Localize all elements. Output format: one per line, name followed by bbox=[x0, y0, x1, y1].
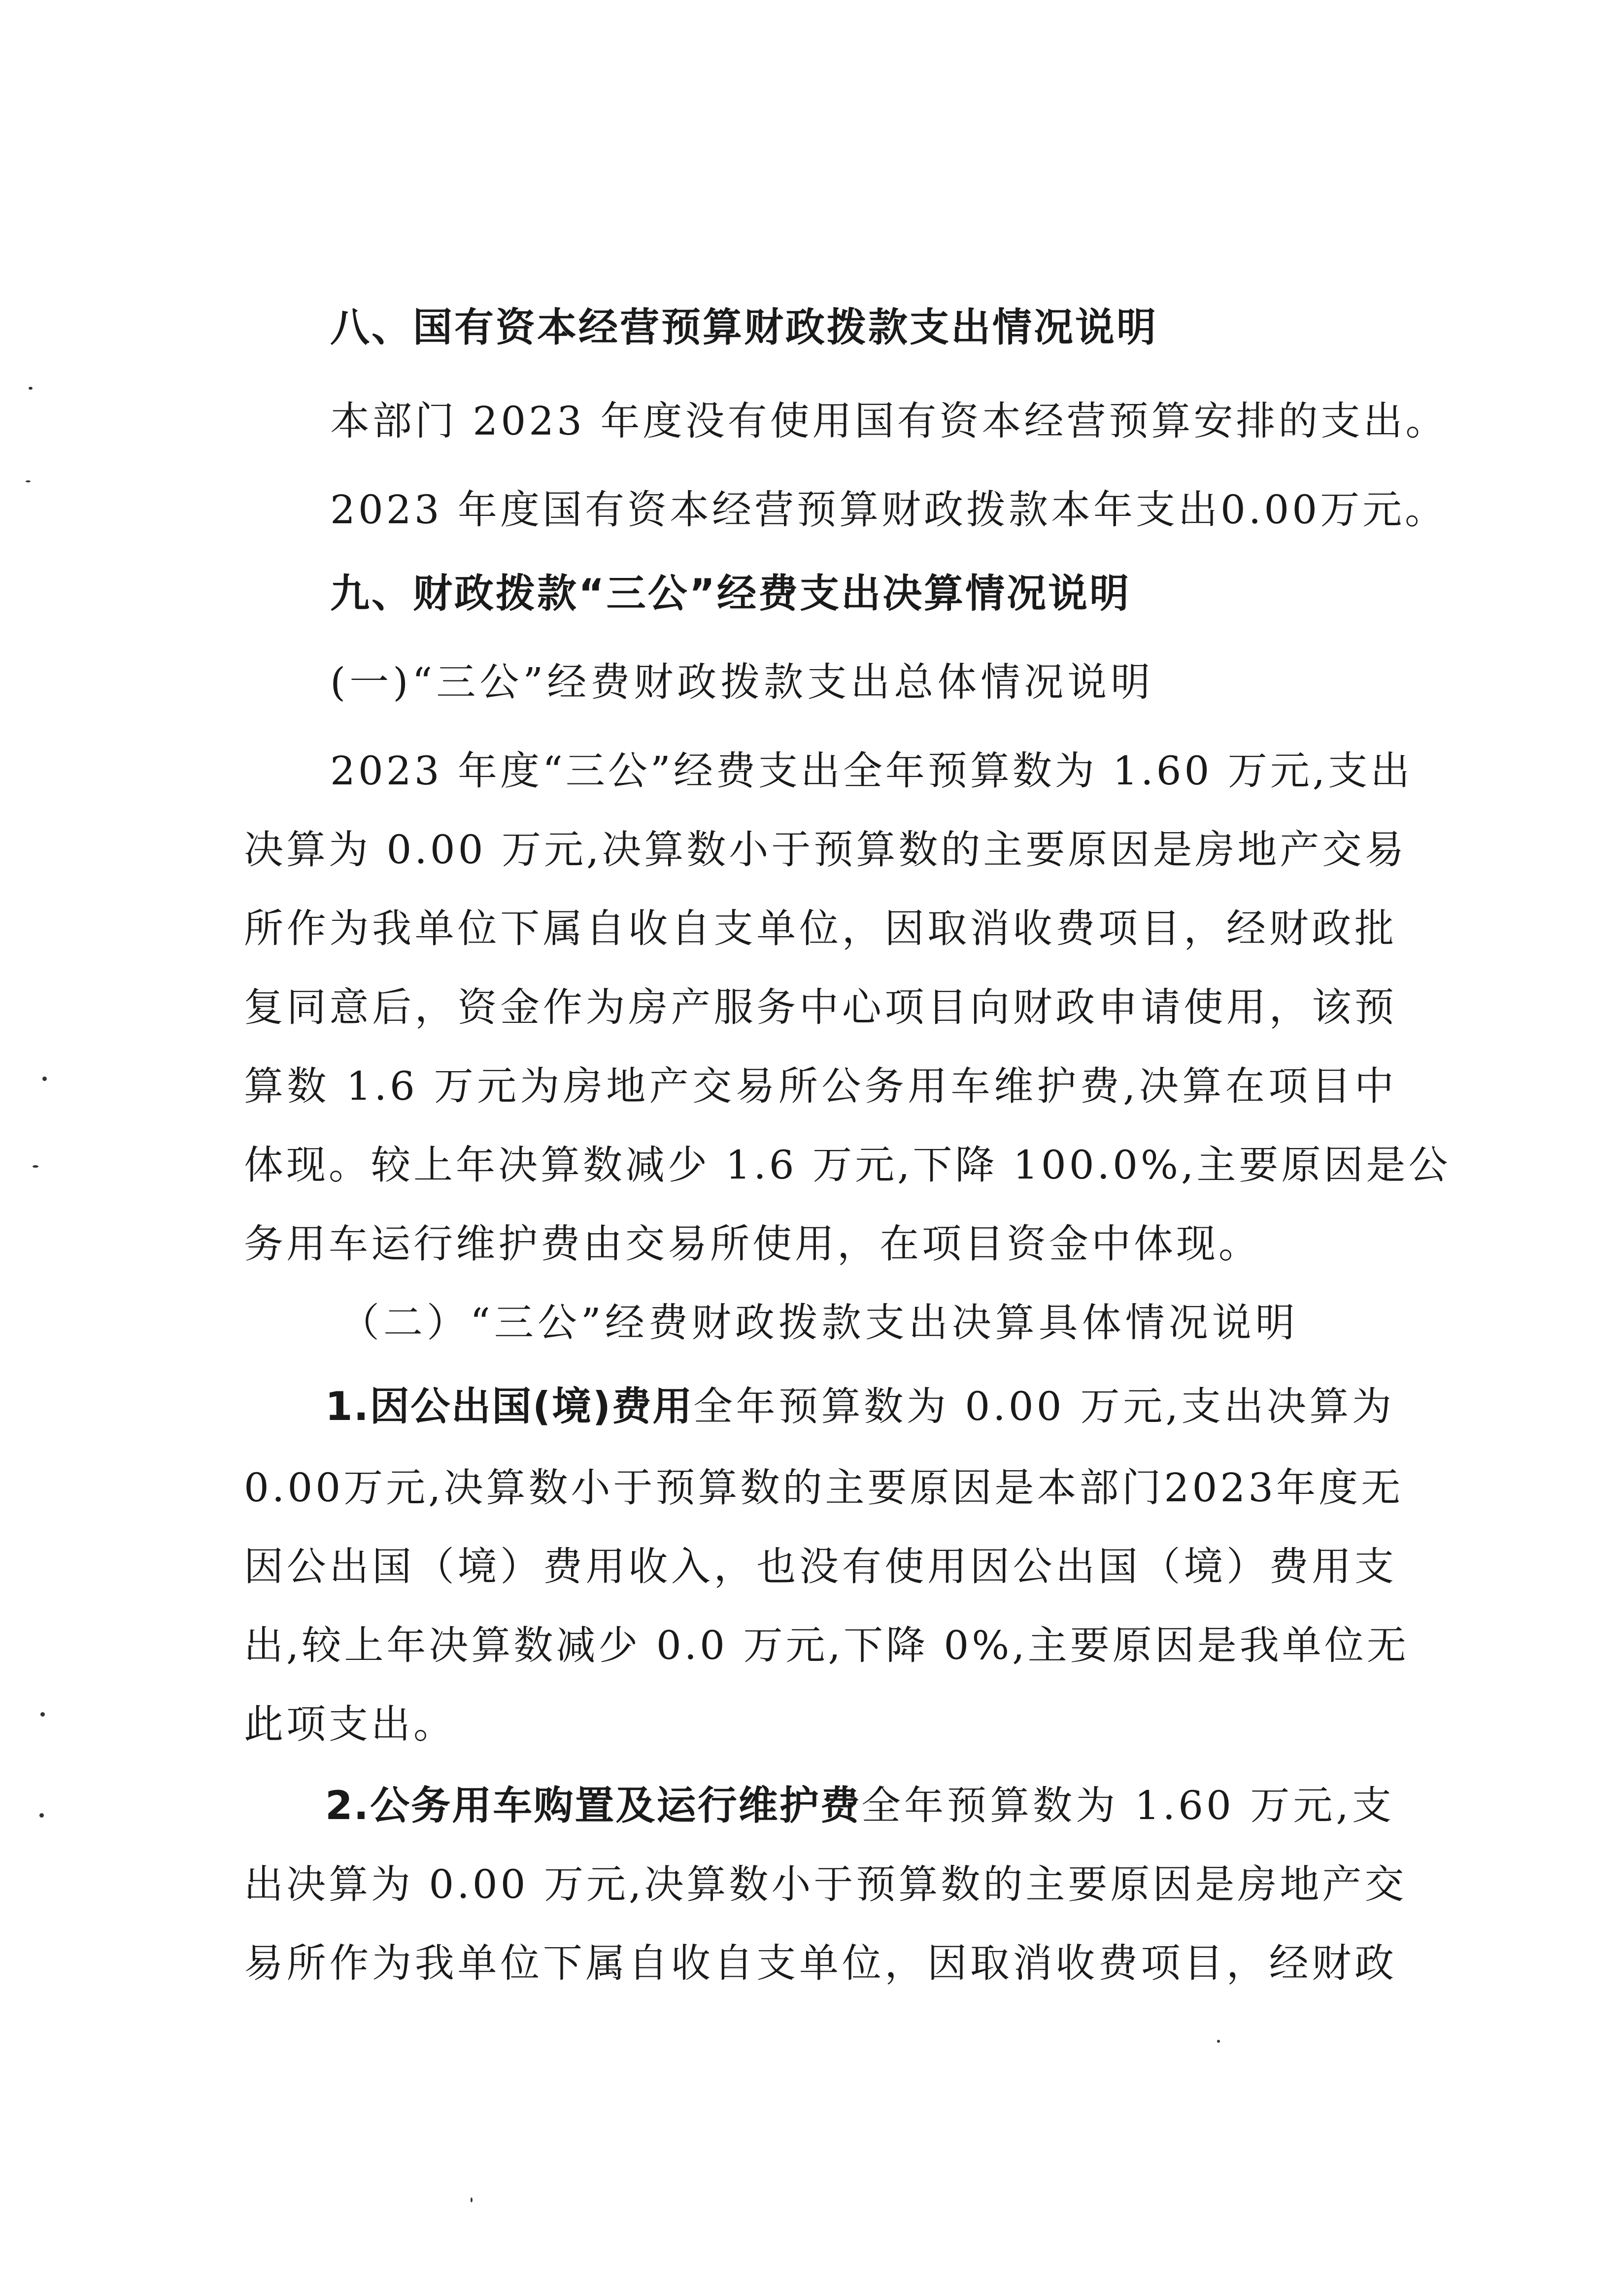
scan-speck bbox=[471, 2197, 473, 2202]
item-1-line-3: 因公出国（境）费用收入，也没有使用因公出国（境）费用支 bbox=[244, 1544, 1397, 1589]
section-9-sub-1-heading: (一)“三公”经费财政拨款支出总体情况说明 bbox=[330, 659, 1154, 705]
item-1-line-2: 0.00万元,决算数小于预算数的主要原因是本部门2023年度无 bbox=[244, 1465, 1404, 1511]
scan-speck bbox=[40, 1712, 45, 1717]
sub-1-line-7: 务用车运行维护费由交易所使用，在项目资金中体现。 bbox=[244, 1221, 1261, 1267]
scan-speck bbox=[39, 1813, 44, 1818]
scan-speck bbox=[42, 1077, 47, 1081]
section-8-heading: 八、国有资本经营预算财政拨款支出情况说明 bbox=[330, 304, 1158, 350]
section-8-paragraph-1: 本部门 2023 年度没有使用国有资本经营预算安排的支出。 bbox=[330, 398, 1448, 444]
item-2-line-2: 出决算为 0.00 万元,决算数小于预算数的主要原因是房地产交 bbox=[244, 1861, 1407, 1907]
item-1-title: 1.因公出国(境)费用 bbox=[325, 1384, 693, 1429]
sub-1-line-6: 体现。较上年决算数减少 1.6 万元,下降 100.0%,主要原因是公 bbox=[244, 1142, 1451, 1188]
item-1-line-1 bbox=[325, 1380, 1394, 1434]
item-1-line-5: 此项支出。 bbox=[244, 1701, 456, 1747]
sub-1-line-5: 算数 1.6 万元为房地产交易所公务用车维护费,决算在项目中 bbox=[244, 1063, 1397, 1109]
item-2-first-line-rest: 全年预算数为 1.60 万元,支 bbox=[861, 1783, 1394, 1828]
item-2-line-3: 易所作为我单位下属自收自支单位，因取消收费项目，经财政 bbox=[244, 1940, 1397, 1986]
scan-speck bbox=[26, 480, 31, 482]
sub-1-line-3: 所作为我单位下属自收自支单位，因取消收费项目，经财政批 bbox=[244, 906, 1397, 951]
sub-1-line-2: 决算为 0.00 万元,决算数小于预算数的主要原因是房地产交易 bbox=[244, 827, 1407, 873]
sub-1-line-4: 复同意后，资金作为房产服务中心项目向财政申请使用，该预 bbox=[244, 984, 1397, 1030]
item-1-line-4: 出,较上年决算数减少 0.0 万元,下降 0%,主要原因是我单位无 bbox=[244, 1622, 1409, 1668]
scan-speck bbox=[1217, 2040, 1220, 2043]
section-8-paragraph-2: 2023 年度国有资本经营预算财政拨款本年支出0.00万元。 bbox=[330, 487, 1448, 533]
item-1-first-line-rest: 全年预算数为 0.00 万元,支出决算为 bbox=[693, 1384, 1394, 1429]
item-2-title: 2.公务用车购置及运行维护费 bbox=[325, 1783, 861, 1828]
item-2-line-1 bbox=[325, 1779, 1394, 1833]
scan-speck bbox=[33, 1165, 38, 1168]
scan-speck bbox=[29, 387, 33, 390]
section-9-heading: 九、财政拨款“三公”经费支出决算情况说明 bbox=[330, 571, 1131, 616]
sub-1-line-1: 2023 年度“三公”经费支出全年预算数为 1.60 万元,支出 bbox=[330, 748, 1413, 794]
section-9-sub-2-heading: （二）“三公”经费财政拨款支出决算具体情况说明 bbox=[340, 1300, 1299, 1346]
